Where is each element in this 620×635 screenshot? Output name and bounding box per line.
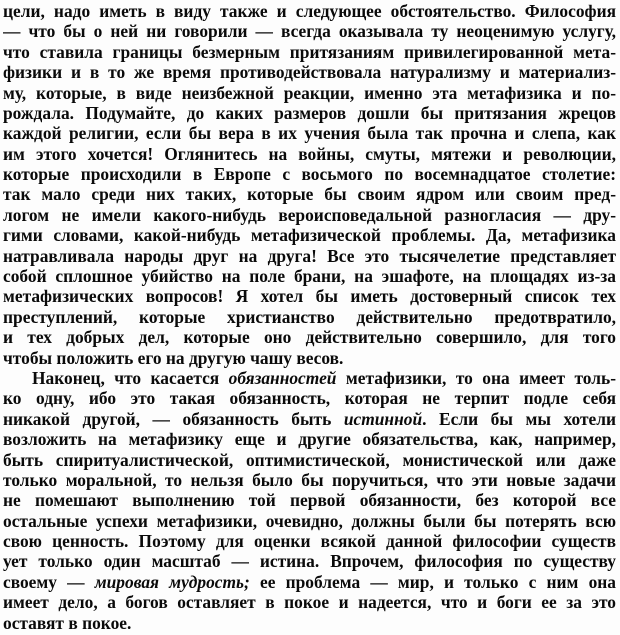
italic-emphasis: истинной	[343, 408, 423, 429]
text-line: свою ценность. Поэтому для оценки всякой данной философии существ	[3, 531, 616, 552]
text-line: цели, надо иметь в виду также и следующее обстоятельство. Философия	[3, 1, 616, 21]
text-line: остальные успехи метафизики, очевидно, должны были бы потерять всю	[3, 510, 616, 531]
text-line: каждой религии, если бы вера в их учения была так прочна и слепа, как	[3, 123, 616, 144]
text-line: только моральной, то нельзя было бы поручиться, что эти новые задачи	[3, 469, 616, 490]
italic-emphasis: мировая мудрость;	[94, 571, 250, 592]
text-segment: Наконец, что касается	[32, 367, 229, 388]
text-segment: . Если бы мы хотели	[422, 408, 616, 429]
text-line	[32, 368, 616, 388]
text-line: и тех добрых дел, которые оно действительно совершило, для того	[3, 327, 616, 348]
text-line: возложить на метафизику еще и другие обязательства, как, например,	[3, 429, 616, 450]
text-line: оставят в покое.	[3, 612, 132, 633]
text-line: — что бы о ней ни говорили — всегда оказывала ту неоценимую услугу,	[3, 21, 616, 42]
text-line	[3, 409, 616, 429]
text-segment: никакой другой, — обязанность быть	[3, 408, 344, 429]
text-line: гими словами, какой-нибудь метафизической проблемы. Да, метафизика	[3, 225, 616, 246]
text-line: натравливала народы друг на друга! Все это тысячелетие представляет	[3, 245, 616, 266]
text-line: ует только один масштаб — истина. Впрочем, философия по существу	[3, 551, 616, 572]
text-segment: метафизики, то она имеет толь-	[336, 367, 616, 388]
text-line: му, которые, в виде неизбежной реакции, именно эта метафизика и по-	[3, 82, 616, 103]
text-line: которые происходили в Европе с восьмого по восемнадцатое столетие:	[3, 164, 616, 185]
text-line: собой сплошное убийство на поле брани, на эшафоте, на площадях из-за	[3, 266, 616, 287]
text-line: имеет дело, а богов оставляет в покое и надеется, что и боги ее за это	[3, 592, 616, 613]
text-line: ко одну, ибо это такая обязанность, которая не терпит подле себя	[3, 388, 616, 409]
text-segment: своему —	[3, 571, 95, 592]
text-line: чтобы положить его на другую чашу весов.	[3, 347, 344, 368]
text-line: рождала. Подумайте, до каких размеров дошли бы притязания жрецов	[3, 102, 616, 123]
text-line: преступлений, которые христианство действительно предотвратило,	[3, 306, 616, 327]
text-line: быть спиритуалистической, оптимистической, монистической или даже	[3, 449, 616, 470]
text-line: так мало среди них таких, которые бы своим ядром или своим пред-	[3, 184, 616, 205]
text-line: метафизических вопросов! Я хотел бы иметь достоверный список тех	[3, 286, 616, 307]
text-line	[3, 572, 616, 592]
text-line: не помешают выполнению той первой обязанности, без которой все	[3, 490, 616, 511]
italic-emphasis: обязанностей	[228, 367, 337, 388]
text-line: что ставила границы безмерным притязаниям привилегированной мета-	[3, 41, 616, 62]
text-line: логом не имели какого-нибудь вероисповедальной разногласия — дру-	[3, 204, 616, 225]
text-line: им этого хочется! Оглянитесь на войны, смуты, мятежи и революции,	[3, 143, 616, 164]
text-line: физики и в то же время противодействовала натурализму и материализ-	[3, 62, 616, 83]
text-segment: ее проблема — мир, и только с ним она	[249, 571, 616, 592]
